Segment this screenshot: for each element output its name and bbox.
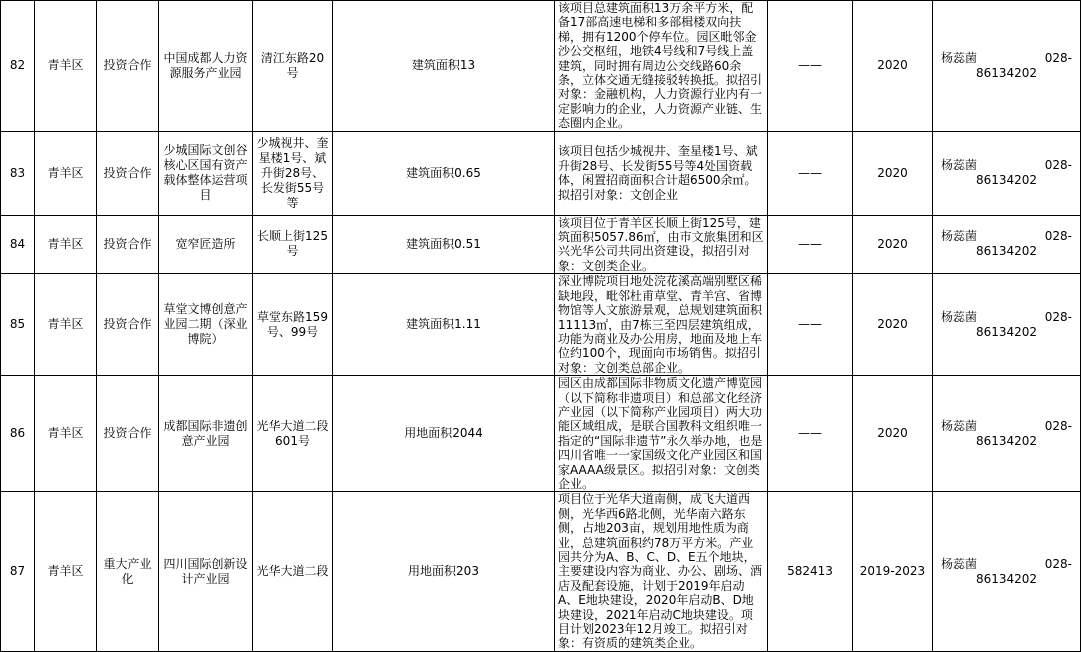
row-number: 84 [1,215,35,274]
area-cell: 建筑面积1.11 [333,274,555,376]
district-cell: 青羊区 [35,215,97,274]
district-cell: 青羊区 [35,376,97,492]
description-cell: 园区由成都国际非物质文化遗产博览园（以下简称非遗项目）和总部文化经济产业园（以下简称产业园项目）两大功能区域组成，是联合国教科文组织唯一指定的“国际非遗节”永久举办地，也是四川省唯一一家国级文化产业园区和国家AAAA级景区。拟招引对象：文创类企业。 [555,376,768,492]
investment-cell: —— [768,215,853,274]
year-cell: 2020 [853,376,933,492]
contact-name: 杨蕊菌 [941,556,978,571]
address-cell: 长顺上街125号 [253,215,333,274]
table-row [1,1,1081,132]
year-cell: 2020 [853,215,933,274]
contact-area-code: 028- [1044,158,1072,173]
row-number: 86 [1,376,35,492]
year-cell: 2020 [853,274,933,376]
area-cell: 建筑面积0.65 [333,131,555,215]
contact-name: 杨蕊菌 [941,229,978,244]
contact-cell [933,376,1081,492]
contact-name: 杨蕊菌 [941,158,978,173]
district-cell: 青羊区 [35,274,97,376]
address-cell: 清江东路20号 [253,1,333,132]
area-cell: 建筑面积13 [333,1,555,132]
contact-name: 杨蕊菌 [941,418,978,433]
investment-cell: —— [768,376,853,492]
investment-cell: —— [768,131,853,215]
investment-cell: 582413 [768,492,853,651]
contact-cell [933,1,1081,132]
year-cell: 2020 [853,131,933,215]
description-cell: 该项目位于青羊区长顺上街125号，建筑面积5057.86㎡，由市文旅集团和区兴光华公司共同出资建设，拟招引对象：文创类企业。 [555,215,768,274]
contact-cell [933,492,1081,651]
district-cell: 青羊区 [35,131,97,215]
cooperation-mode-cell: 投资合作 [97,376,159,492]
contact-cell [933,131,1081,215]
table-row [1,492,1081,651]
row-number: 87 [1,492,35,651]
contact-area-code: 028- [1044,50,1072,65]
project-name-cell: 四川国际创新设计产业园 [159,492,253,651]
year-cell: 2019-2023 [853,492,933,651]
row-number: 82 [1,1,35,132]
project-name-cell: 中国成都人力资源服务产业园 [159,1,253,132]
address-cell: 光华大道二段 [253,492,333,651]
cooperation-mode-cell: 投资合作 [97,1,159,132]
contact-area-code: 028- [1044,229,1072,244]
contact-name: 杨蕊菌 [941,50,978,65]
description-cell: 该项目包括少城视井、奎星楼1号、斌升街28号、长发街55号等4处国资载体，闲置招商面积合计超6500余㎡。拟招引对象：文创企业 [555,131,768,215]
investment-cell: —— [768,274,853,376]
table-row [1,376,1081,492]
contact-cell [933,215,1081,274]
project-name-cell: 宽窄匠造所 [159,215,253,274]
area-cell: 用地面积2044 [333,376,555,492]
row-number: 83 [1,131,35,215]
contact-phone: 86134202 [975,244,1038,259]
row-number: 85 [1,274,35,376]
project-name-cell: 少城国际文创谷核心区国有资产载体整体运营项目 [159,131,253,215]
table-row [1,131,1081,215]
description-cell: 深业博院项目地处浣花溪高端别墅区稀缺地段，毗邻杜甫草堂、青羊宫、省博物馆等人文旅游景观，总规划建筑面积11113㎡，由7栋三至四层建筑组成，功能为商业及办公用房，地面及地上车位约100个，现面向市场销售。拟招引对象：文创类总部企业。 [555,274,768,376]
address-cell: 少城视井、奎星楼1号、斌升街28号、长发街55号等 [253,131,333,215]
cooperation-mode-cell: 投资合作 [97,131,159,215]
district-cell: 青羊区 [35,1,97,132]
contact-phone: 86134202 [975,324,1038,339]
contact-phone: 86134202 [975,65,1038,80]
table-row [1,274,1081,376]
area-cell: 建筑面积0.51 [333,215,555,274]
contact-area-code: 028- [1044,556,1072,571]
address-cell: 光华大道二段601号 [253,376,333,492]
contact-area-code: 028- [1044,309,1072,324]
contact-phone: 86134202 [975,571,1038,586]
area-cell: 用地面积203 [333,492,555,651]
contact-cell [933,274,1081,376]
contact-phone: 86134202 [975,433,1038,448]
year-cell: 2020 [853,1,933,132]
cooperation-mode-cell: 重大产业化 [97,492,159,651]
district-cell: 青羊区 [35,492,97,651]
contact-name: 杨蕊菌 [941,309,978,324]
address-cell: 草堂东路159号、99号 [253,274,333,376]
table-row [1,215,1081,274]
description-cell: 该项目总建筑面积13万余平方米，配备17部高速电梯和多部楫楼双向扶梯，拥有1200个停车位。园区毗邻金沙公交枢纽，地铁4号线和7号线上盖建筑，同时拥有周边公交线路60余条，立体交通无缝接驳转换抵。拟招引对象：金融机构，人力资源行业内有一定影响力的企业，人力资源产业链、生态圈内企业。 [555,1,768,132]
contact-phone: 86134202 [975,173,1038,188]
cooperation-mode-cell: 投资合作 [97,215,159,274]
description-cell: 项目位于光华大道南侧，成飞大道西侧，光华西6路北侧，光华南六路东侧，占地203亩，规划用地性质为商业，总建筑面积约78万平方米。产业园共分为A、B、C、D、E五个地块，主要建设内容为商业、办公、剧场、酒店及配套设施，计划于2019年启动A、E地块建设，2020年启动B、D地块建设，2021年启动C地块建设。项目计划2023年12月竣工。拟招引对象：有资质的建筑类企业。 [555,492,768,651]
project-name-cell: 草堂文博创意产业园二期（深业博院） [159,274,253,376]
project-name-cell: 成都国际非遗创意产业园 [159,376,253,492]
contact-area-code: 028- [1044,418,1072,433]
cooperation-mode-cell: 投资合作 [97,274,159,376]
investment-cell: —— [768,1,853,132]
